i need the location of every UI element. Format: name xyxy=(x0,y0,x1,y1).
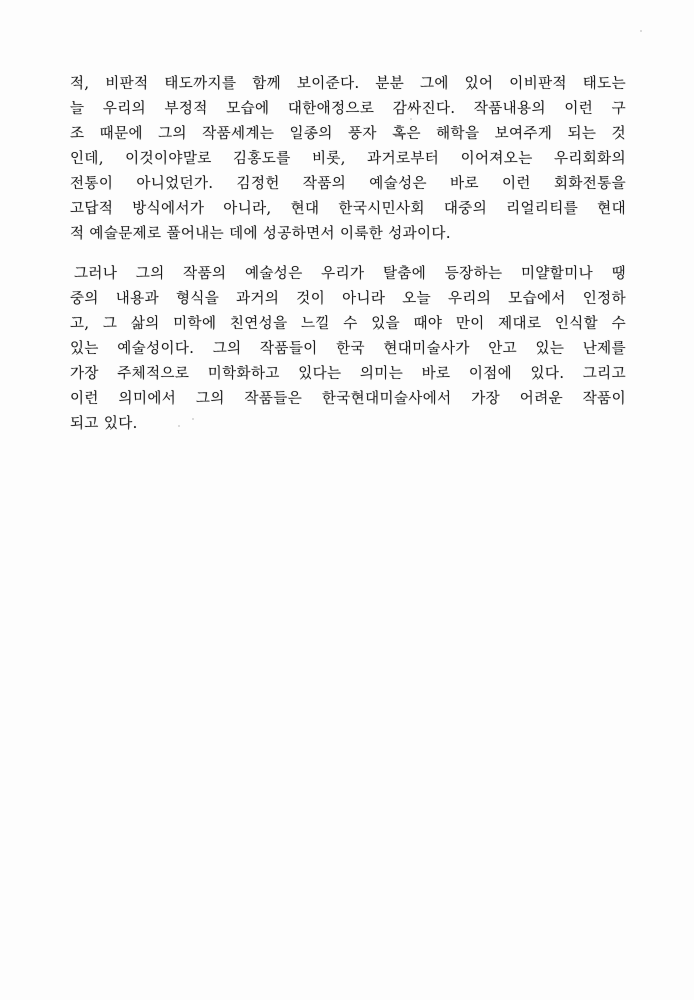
paragraph-1-line-2: 늘 우리의 부정적 모습에 대한애정으로 감싸진다. 작품내용의 이런 구 xyxy=(70,101,626,117)
paragraph-1-line-1: 적, 비판적 태도까지를 함께 보이준다. 분분 그에 있어 이비판적 태도는 xyxy=(70,76,626,92)
paragraph-2-line-2: 중의 내용과 형식을 과거의 것이 아니라 오늘 우리의 모습에서 인정하 xyxy=(70,291,626,307)
scan-speck xyxy=(192,418,194,420)
paragraph-1-line-5: 전통이 아니었던가. 김정헌 작품의 예술성은 바로 이런 회화전통을 xyxy=(70,176,626,192)
paragraph-2-line-4: 있는 예술성이다. 그의 작품들이 한국 현대미술사가 안고 있는 난제를 xyxy=(70,341,626,357)
paragraph-1-line-4: 인데, 이것이야말로 김홍도를 비롯, 과거로부터 이어져오는 우리회화의 xyxy=(70,151,626,167)
paragraph-1-line-3: 조 때문에 그의 작품세계는 일종의 풍자 혹은 해학을 보여주게 되는 것 xyxy=(70,126,626,142)
paragraph-2-line-3: 고, 그 삶의 미학에 친연성을 느낄 수 있을 때야 만이 제대로 인식할 수 xyxy=(70,316,626,332)
paragraph-1-line-7: 적 예술문제로 풀어내는 데에 성공하면서 이룩한 성과이다. xyxy=(70,226,451,242)
paragraph-2-line-7: 되고 있다. xyxy=(70,416,138,432)
paragraph-2-line-5: 가장 주체적으로 미학화하고 있다는 의미는 바로 이점에 있다. 그리고 xyxy=(70,366,626,382)
paragraph-1-line-6: 고답적 방식에서가 아니라, 현대 한국시민사회 대중의 리얼리티를 현대 xyxy=(70,201,626,217)
scan-speck xyxy=(410,118,412,120)
scan-speck xyxy=(178,425,180,427)
paragraph-1 xyxy=(70,72,626,247)
scan-speck xyxy=(640,30,642,32)
paragraph-2 xyxy=(70,262,626,437)
paragraph-2-line-6: 이런 의미에서 그의 작품들은 한국현대미술사에서 가장 어려운 작품이 xyxy=(70,391,626,407)
paragraph-2-line-1: 그러나 그의 작품의 예술성은 우리가 탈춤에 등장하는 미얄할미나 땡 xyxy=(74,266,626,282)
